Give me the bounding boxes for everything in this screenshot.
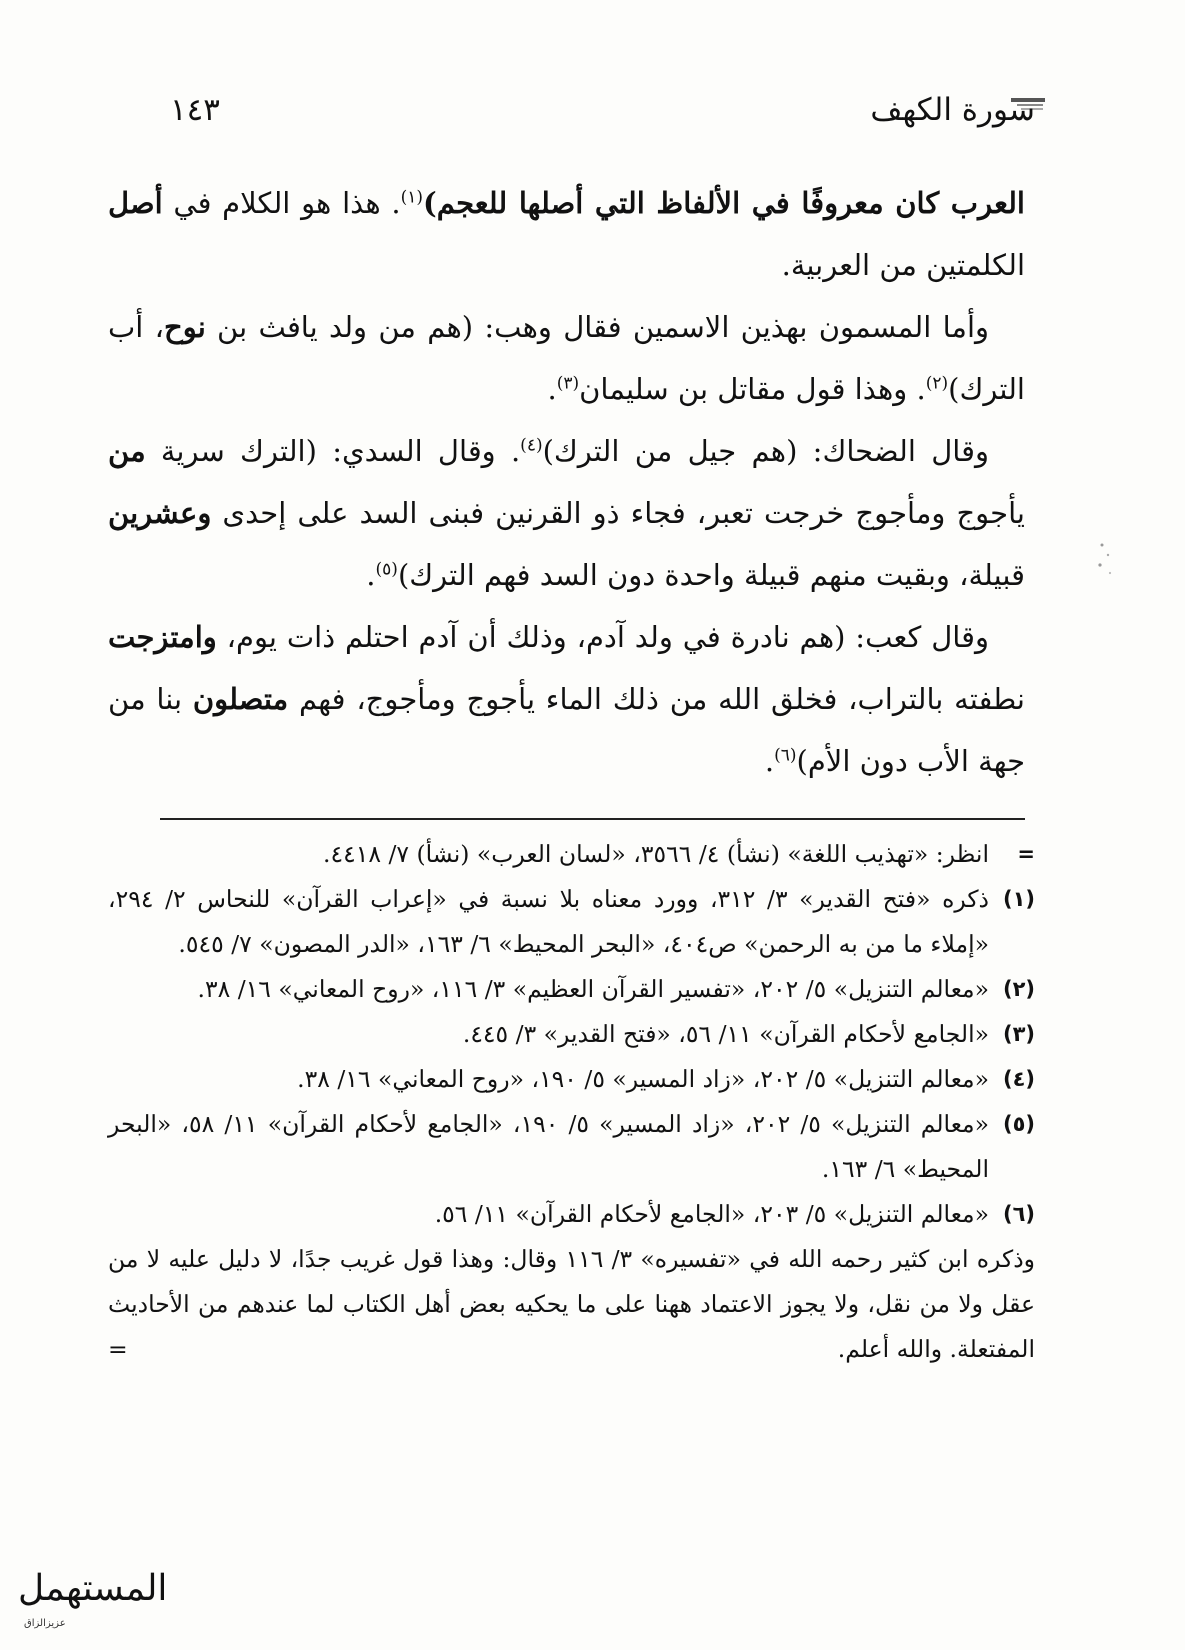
text-run: وقال الضحاك: (هم جيل من الترك): [542, 434, 989, 468]
text-run: .: [764, 744, 775, 778]
text-run: قبيلة، وبقيت منهم قبيلة واحدة دون السد فهم الترك): [397, 558, 1025, 592]
text-run: متصلون: [192, 682, 289, 716]
footnote-text: «معالم التنزيل» ٥/ ٢٠٢، «زاد المسير» ٥/ ١٩٠، «الجامع لأحكام القرآن» ١١/ ٥٨، «البحر المحيط» ٦/ ١٦٣.: [108, 1110, 989, 1183]
text-run: وعشرين: [108, 496, 212, 530]
main-text: [108, 172, 1025, 792]
paragraph-2: [108, 296, 1025, 420]
footnote-1: [108, 877, 1035, 967]
footnote-text: «معالم التنزيل» ٥/ ٢٠٢، «زاد المسير» ٥/ ١٩٠، «روح المعاني» ١٦/ ٣٨.: [297, 1065, 989, 1093]
text-run: يأجوج ومأجوج خرجت تعبر، فجاء ذو القرنين فبنى السد على إحدى: [211, 496, 1025, 530]
text-run: وأما المسمون بهذين الاسمين فقال وهب: (هم من ولد يافث بن: [205, 310, 990, 344]
page-header: [110, 92, 1035, 142]
text-run: .: [366, 558, 376, 592]
carryover-marker: =: [1017, 842, 1035, 866]
text-run: بنا من جهة الأب دون الأم): [108, 682, 1025, 778]
footnote-ref-4: (٤): [520, 435, 543, 456]
text-run: .: [547, 372, 557, 406]
footnote-number: (٤): [1002, 1067, 1035, 1091]
continuation-marker: =: [108, 1335, 128, 1363]
text-run: نوح: [164, 310, 206, 344]
text-run: . هذا هو الكلام في: [162, 186, 401, 220]
footnote-number: (٥): [1002, 1112, 1035, 1136]
running-title: سورة الكهف: [870, 92, 1035, 128]
footnote-ref-6: (٦): [774, 745, 797, 766]
scan-speck: [1090, 535, 1120, 585]
publisher-logo: [18, 1568, 168, 1638]
logo-subtitle: عزيزالزاق: [24, 1618, 66, 1629]
footnote-5: [108, 1102, 1035, 1192]
footnote-text: «معالم التنزيل» ٥/ ٢٠٣، «الجامع لأحكام القرآن» ١١/ ٥٦.: [434, 1200, 989, 1228]
footnote-text: ذكره «فتح القدير» ٣/ ٣١٢، وورد معناه بلا نسبة في «إعراب القرآن» للنحاس ٢/ ٢٩٤، «إملاء ما من به الرحمن» ص٤٠٤، «البحر المحيط» ٦/ ١٦٣، «الدر المصون» ٧/ ٥٤٥.: [108, 885, 989, 958]
page-number: ١٤٣: [170, 92, 220, 128]
footnote-number: (٦): [1002, 1202, 1035, 1226]
footnote-text: انظر: «تهذيب اللغة» (نشأ) ٤/ ٣٥٦٦، «لسان العرب» (نشأ) ٧/ ٤٤١٨.: [322, 840, 989, 868]
footnote-2: [108, 967, 1035, 1012]
text-run: من: [108, 434, 146, 468]
text-run: نطفته بالتراب، فخلق الله من ذلك الماء يأجوج ومأجوج، فهم: [288, 682, 1025, 716]
footnote-text: «معالم التنزيل» ٥/ ٢٠٢، «تفسير القرآن العظيم» ٣/ ١١٦، «روح المعاني» ١٦/ ٣٨.: [197, 975, 989, 1003]
footnote-text: «الجامع لأحكام القرآن» ١١/ ٥٦، «فتح القدير» ٣/ ٤٤٥.: [462, 1020, 989, 1048]
text-run: الكلمتين من العربية.: [781, 248, 1025, 282]
text-run: . وهذا قول مقاتل بن سليمان: [579, 372, 926, 406]
footnote-3: [108, 1012, 1035, 1057]
text-run: . وقال السدي: (الترك سرية: [145, 434, 521, 468]
footnotes: [108, 832, 1035, 1372]
footnote-ref-5: (٥): [375, 559, 398, 580]
paragraph-1: [108, 172, 1025, 296]
text-run: أصل: [108, 186, 163, 220]
footnote-ref-1: (١): [400, 187, 424, 208]
footnote-separator: [160, 818, 1025, 820]
footnote-ref-3: (٣): [556, 373, 580, 394]
logo-script: المستهمل: [18, 1568, 168, 1609]
footnote-number: (٣): [1002, 1022, 1035, 1046]
footnote-ref-2: (٢): [925, 373, 949, 394]
footnote-continuation: [108, 1237, 1035, 1372]
text-run: وامتزجت: [108, 620, 217, 654]
paragraph-3: [108, 420, 1025, 606]
paragraph-4: [108, 606, 1025, 792]
footnote-number: (١): [1002, 887, 1035, 911]
text-run: وقال كعب: (هم نادرة في ولد آدم، وذلك أن آدم احتلم ذات يوم،: [216, 620, 989, 654]
text-run: العرب كان معروفًا في الألفاظ التي أصلها للعجم): [423, 186, 1025, 220]
footnote-carryover: [108, 832, 1035, 877]
footnote-number: (٢): [1002, 977, 1035, 1001]
text-run: ، أب الترك): [108, 310, 1025, 406]
footnote-6: [108, 1192, 1035, 1237]
continuation-text: وذكره ابن كثير رحمه الله في «تفسيره» ٣/ ١١٦ وقال: وهذا قول غريب جدًا، لا دليل عليه لا من عقل ولا من نقل، ولا يجوز الاعتماد ههنا على ما يحكيه بعض أهل الكتاب لما عندهم من الأحاديث المفتعلة. والله أعلم.: [108, 1245, 1036, 1363]
footnote-4: [108, 1057, 1035, 1102]
